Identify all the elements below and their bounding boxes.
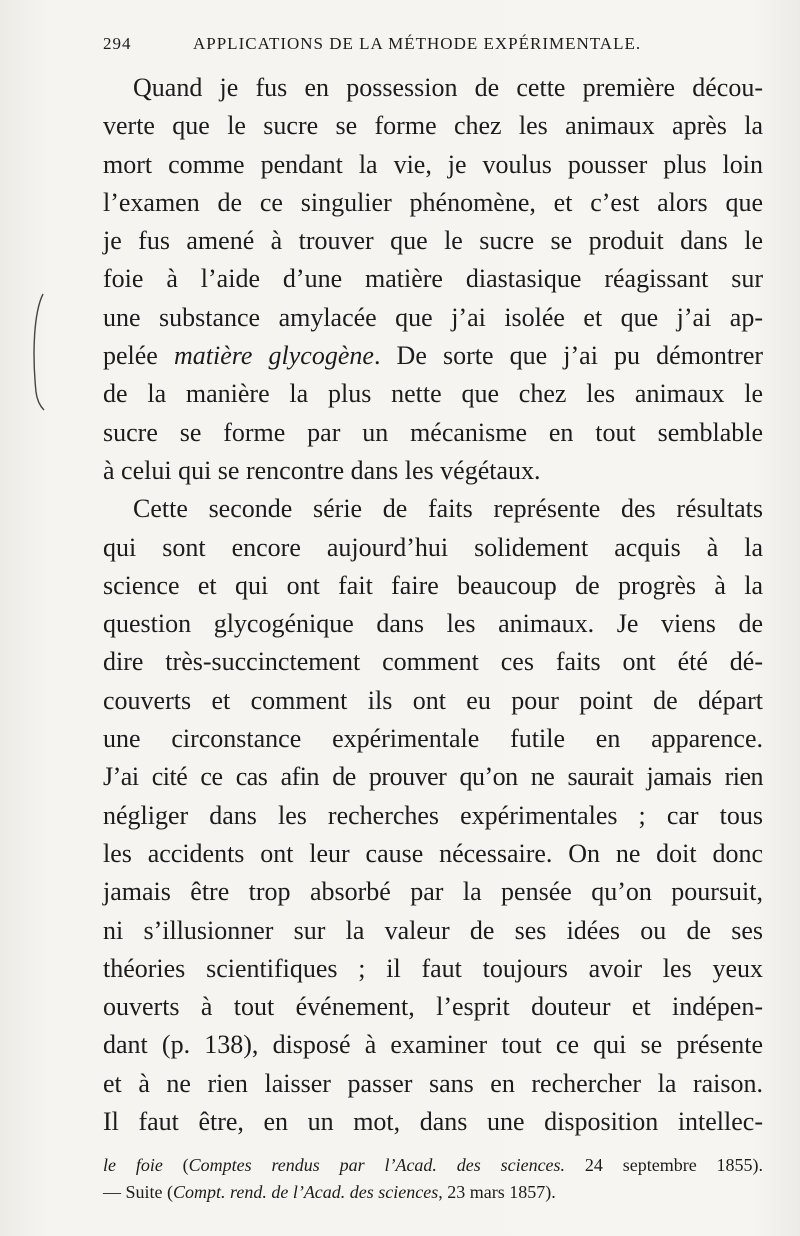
body-text — [103, 69, 763, 1141]
text-line — [103, 337, 763, 375]
text-line: une substance amylacée que j’ai isolée et que j’ai ap- — [103, 302, 763, 332]
text-line: les accidents ont leur cause nécessaire. On ne doit donc — [103, 838, 763, 868]
text-line: couverts et comment ils ont eu pour point de départ — [103, 685, 763, 715]
text-line: foie à l’aide d’une matière diastasique réagissant sur — [103, 264, 763, 294]
text-line: ouverts à tout événement, l’esprit douteur et indépen- — [103, 992, 763, 1022]
text-line: science et qui ont fait faire beaucoup de progrès à la — [103, 570, 763, 600]
margin-bracket-mark — [30, 292, 46, 412]
text-line: ni s’illusionner sur la valeur de ses idées ou de ses — [103, 915, 763, 945]
page-number: 294 — [103, 34, 132, 53]
text-line: à celui qui se rencontre dans les végétaux. — [103, 455, 541, 485]
footnote-citation: Compt. rend. de l’Acad. des sciences — [173, 1182, 439, 1202]
text-line: Cette seconde série de faits représente des résultats — [133, 494, 763, 524]
footnote-line — [103, 1152, 763, 1179]
text-line: Il faut être, en un mot, dans une disposition intellec- — [103, 1107, 763, 1137]
text-line: Quand je fus en possession de cette première décou- — [133, 73, 763, 102]
footnote-citation: Comptes rendus par l’Acad. des sciences. — [188, 1155, 566, 1175]
text-line: et à ne rien laisser passer sans en rechercher la raison. — [103, 1068, 763, 1098]
text-line: mort comme pendant la vie, je voulus pousser plus loin — [103, 149, 763, 179]
footnote-fragment: le foie — [103, 1155, 163, 1175]
text-fragment: . De sorte que j’ai pu démontrer — [373, 341, 764, 371]
text-line: jamais être trop absorbé par la pensée qu’on poursuit, — [103, 877, 763, 907]
text-line: je fus amené à trouver que le sucre se produit dans le — [103, 226, 763, 256]
text-line: sucre se forme par un mécanisme en tout semblable — [103, 417, 763, 447]
text-line: qui sont encore aujourd’hui solidement acquis à la — [103, 532, 763, 562]
footnote-fragment: 24 septembre 1855). — [565, 1155, 764, 1175]
text-line: verte que le sucre se forme chez les animaux après la — [103, 111, 763, 141]
text-line: dant (p. 138), disposé à examiner tout ce qui se présente — [103, 1030, 763, 1060]
text-line: théories scientifiques ; il faut toujours avoir les yeux — [103, 953, 763, 983]
running-head: APPLICATIONS DE LA MÉTHODE EXPÉRIMENTALE. — [193, 34, 642, 53]
italic-term: matière glycogène — [173, 341, 374, 371]
page-header — [103, 34, 763, 60]
text-line: de la manière la plus nette que chez les animaux le — [103, 379, 763, 409]
footnote-fragment: , 23 mars 1857). — [438, 1182, 556, 1202]
footnote-fragment: ( — [162, 1155, 189, 1175]
footnotes — [103, 1152, 763, 1206]
text-line: l’examen de ce singulier phénomène, et c’est alors que — [103, 187, 763, 217]
text-line: J’ai cité ce cas afin de prouver qu’on ne saurait jamais rien — [103, 762, 763, 792]
text-line: négliger dans les recherches expérimentales ; car tous — [103, 800, 763, 830]
text-line: question glycogénique dans les animaux. Je viens de — [103, 609, 763, 639]
text-line: une circonstance expérimentale futile en apparence. — [103, 724, 763, 754]
text-fragment: pelée — [103, 341, 174, 371]
footnote-line — [103, 1179, 763, 1206]
text-line: dire très-succinctement comment ces faits ont été dé- — [103, 647, 763, 677]
footnote-fragment: — Suite ( — [103, 1182, 173, 1202]
